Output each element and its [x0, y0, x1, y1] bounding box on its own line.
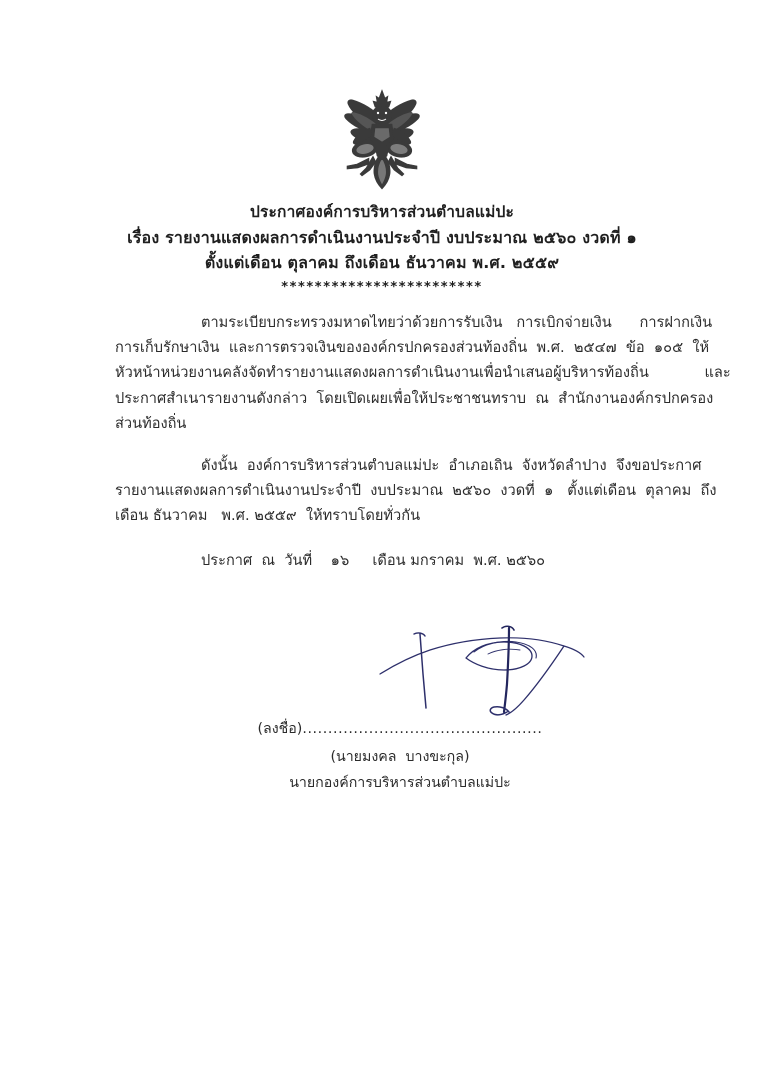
- paragraph-line: รายงานแสดงผลการดำเนินงานประจำปี งบประมาณ ๒๕๖๐ งวดที่ ๑ ตั้งแต่เดือน ตุลาคม ถึง: [115, 482, 717, 500]
- paragraph-line: ดังนั้น องค์การบริหารส่วนตำบลแม่ปะ อำเภอเถิน จังหวัดลำปาง จึงขอประกาศ: [201, 457, 702, 474]
- signature-line-row: [0, 718, 764, 740]
- paragraph-line: เดือน ธันวาคม พ.ศ. ๒๕๕๙ ให้ทราบโดยทั่วกัน: [115, 507, 421, 525]
- handwritten-signature: [378, 612, 598, 722]
- signature-label: (ลงชื่อ): [257, 721, 303, 737]
- announcement-title-line-3: ตั้งแต่เดือน ตุลาคม ถึงเดือน ธันวาคม พ.ศ. ๒๕๕๙: [204, 253, 560, 272]
- handwritten-signature-container: [378, 612, 598, 722]
- title-block: [0, 200, 764, 297]
- signatory-position: นายกองค์การบริหารส่วนตำบลแม่ปะ: [289, 775, 511, 791]
- announcement-title-line-1: ประกาศองค์การบริหารส่วนตำบลแม่ปะ: [249, 203, 515, 221]
- announcement-date-container: [115, 548, 649, 573]
- paragraph-regulation-reference: [115, 310, 731, 436]
- announcement-title-line-2: เรื่อง รายงานแสดงผลการดำเนินงานประจำปี งบประมาณ ๒๕๖๐ งวดที่ ๑: [127, 228, 637, 247]
- paragraph-line: ประกาศสำเนารายงานดังกล่าว โดยเปิดเผยเพื่อให้ประชาชนทราบ ณ สำนักงานองค์กรปกครอง: [115, 389, 714, 407]
- signature-dotted-line: ...............................................: [302, 721, 543, 737]
- emblem-container: [0, 82, 764, 194]
- signatory-name: (นายมงคล บางขะกุล): [330, 749, 470, 765]
- asterisk-separator: ************************: [281, 280, 483, 295]
- garuda-emblem: [323, 82, 441, 194]
- paragraph-line: หัวหน้าหน่วยงานคลังจัดทำรายงานแสดงผลการดำเนินงานเพื่อนำเสนอผู้บริหารท้องถิ่น และ: [115, 364, 731, 382]
- announcement-date: ประกาศ ณ วันที่ ๑๖ เดือน มกราคม พ.ศ. ๒๕๖๐: [201, 552, 546, 569]
- paragraph-line: ตามระเบียบกระทรวงมหาดไทยว่าด้วยการรับเงิน การเบิกจ่ายเงิน การฝากเงิน: [201, 314, 713, 331]
- paragraph-line: การเก็บรักษาเงิน และการตรวจเงินขององค์กรปกครองส่วนท้องถิ่น พ.ศ. ๒๕๔๗ ข้อ ๑๐๕ ให้: [115, 339, 710, 357]
- paragraph-line: ส่วนท้องถิ่น: [115, 414, 187, 432]
- paragraph-announcement-body: [115, 453, 717, 529]
